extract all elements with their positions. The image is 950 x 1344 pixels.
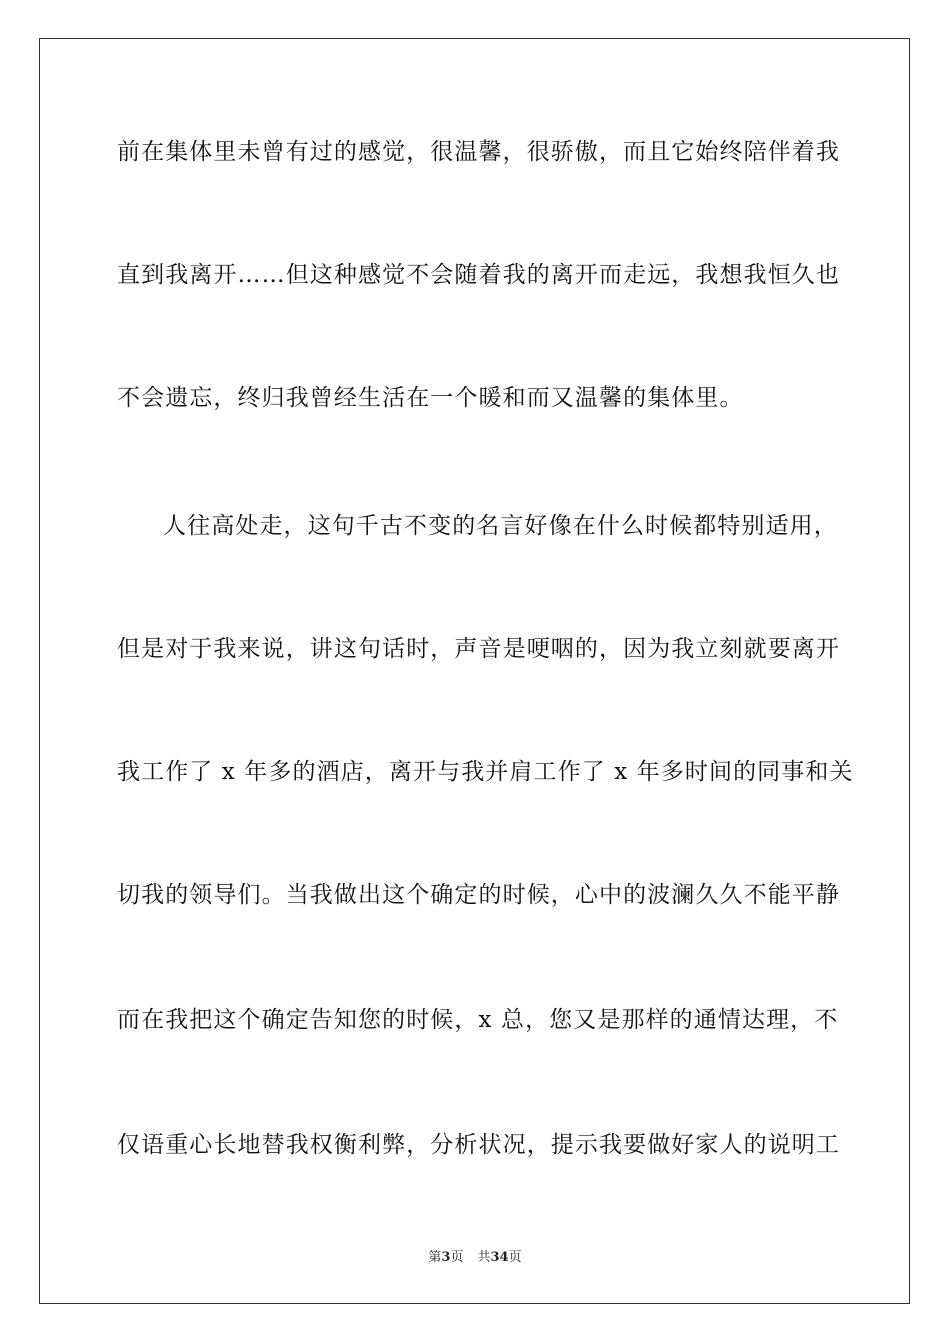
- page-number: 3: [441, 1250, 451, 1265]
- page-footer: [0, 1249, 950, 1267]
- text-line-2: 直到我离开……但这种感觉不会随着我的离开而走远，我想我恒久也: [117, 262, 840, 288]
- text-line-6: 我工作了 x 年多的酒店，离开与我并肩工作了 x 年多时间的同事和关: [117, 759, 854, 785]
- page-suffix: 页: [450, 1250, 464, 1265]
- text-line-5: 但是对于我来说，讲这句话时，声音是哽咽的，因为我立刻就要离开: [117, 636, 840, 662]
- total-suffix: 页: [508, 1250, 522, 1265]
- text-line-4: 人往高处走，这句千古不变的名言好像在什么时候都特别适用，: [163, 513, 838, 539]
- page-border: [39, 38, 910, 1304]
- text-line-8: 而在我把这个确定告知您的时候，x 总，您又是那样的通情达理，不: [117, 1007, 839, 1033]
- total-pages: 34: [490, 1250, 509, 1265]
- text-line-1: 前在集体里未曾有过的感觉，很温馨，很骄傲，而且它始终陪伴着我: [117, 139, 840, 165]
- text-line-9: 仅语重心长地替我权衡利弊，分析状况，提示我要做好家人的说明工: [117, 1132, 840, 1158]
- text-line-7: 切我的领导们。当我做出这个确定的时候，心中的波澜久久不能平静: [117, 882, 840, 908]
- total-prefix: 共: [477, 1250, 491, 1265]
- page-prefix: 第: [428, 1250, 442, 1265]
- text-line-3: 不会遗忘，终归我曾经生活在一个暖和而又温馨的集体里。: [117, 385, 744, 411]
